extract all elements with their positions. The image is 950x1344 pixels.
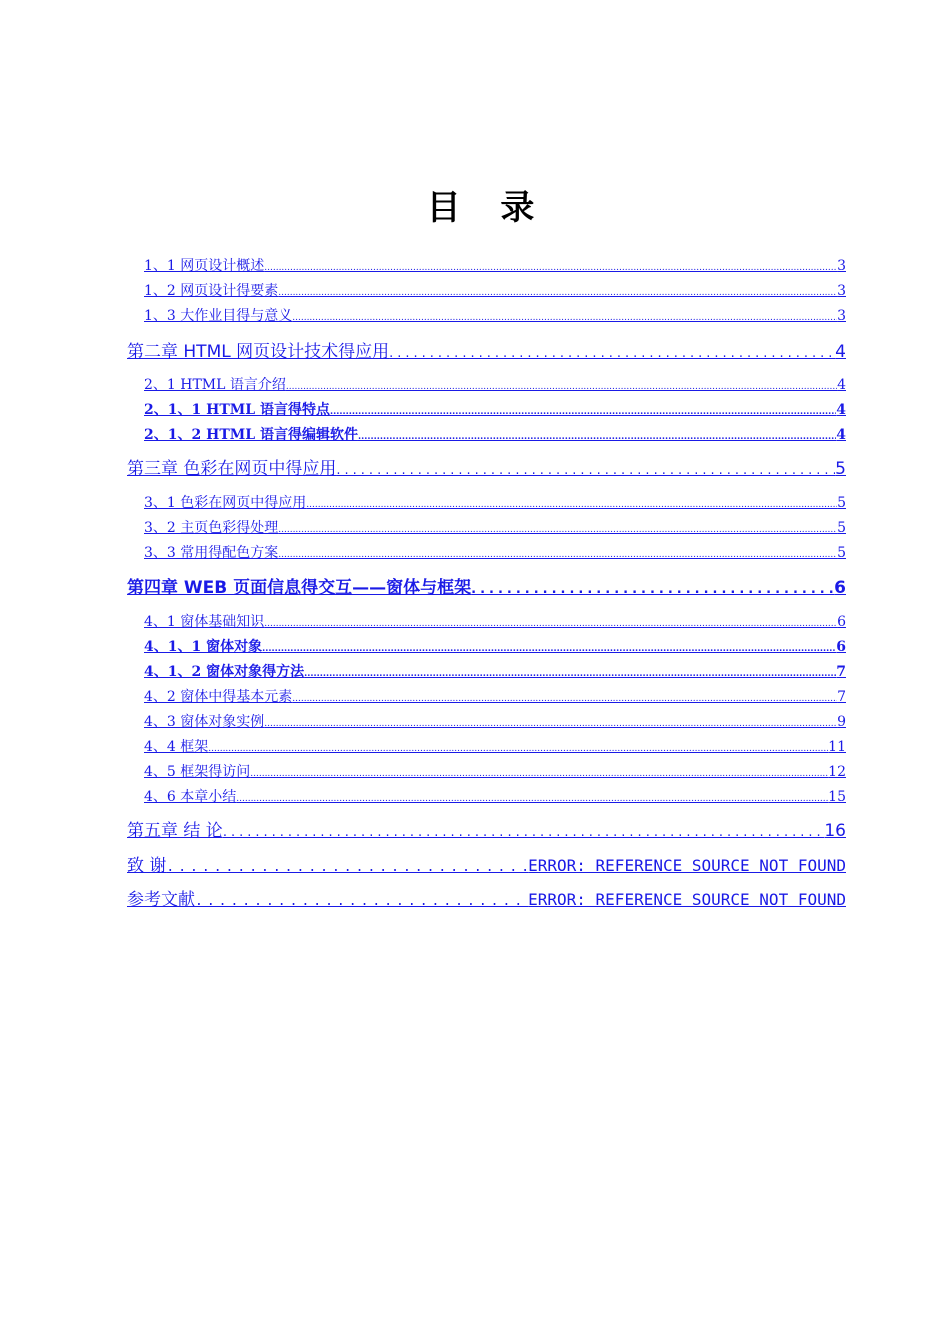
toc-entry-page: ERROR: REFERENCE SOURCE NOT FOUND <box>528 890 846 909</box>
toc-entry-page: 11 <box>828 739 846 755</box>
dot-leader <box>264 614 837 634</box>
toc-entry-1-1[interactable] <box>144 256 846 278</box>
toc-entry-4-1-1[interactable] <box>144 637 846 659</box>
toc-entry-label: 4、2 窗体中得基本元素 <box>144 689 293 705</box>
toc-entry-2-1-2[interactable] <box>144 425 846 447</box>
toc-entry-label: 第二章 HTML 网页设计技术得应用 <box>127 342 390 362</box>
dot-leader <box>166 856 528 880</box>
toc-entry-label: 参考文献 <box>127 890 195 910</box>
toc-entry-label: 4、5 框架得访问 <box>144 764 251 780</box>
toc-entry-page: 5 <box>837 520 846 536</box>
toc-entry-page: 9 <box>837 714 846 730</box>
dot-leader <box>264 714 837 734</box>
toc-entry-label: 4、1、1 窗体对象 <box>144 639 263 655</box>
toc-entry-page: 5 <box>837 545 846 561</box>
dot-leader <box>389 342 835 366</box>
toc-entry-page: 6 <box>836 639 846 655</box>
toc-title: 目 录 <box>426 188 549 228</box>
dot-leader <box>278 545 837 565</box>
toc-entry-label: 2、1、2 HTML 语言得编辑软件 <box>144 427 358 443</box>
toc-references[interactable] <box>127 888 846 914</box>
dot-leader <box>264 258 837 278</box>
toc-entry-page: 6 <box>837 614 846 630</box>
toc-entry-label: 致 谢 <box>127 856 167 876</box>
dot-leader <box>223 821 825 845</box>
dot-leader <box>292 689 837 709</box>
toc-entry-2-1-1[interactable] <box>144 400 846 422</box>
toc-entry-label: 4、1、2 窗体对象得方法 <box>144 664 305 680</box>
toc-acknowledgement[interactable] <box>127 854 846 880</box>
toc-chapter-3[interactable] <box>127 457 846 483</box>
dot-leader <box>286 377 837 397</box>
dot-leader <box>306 495 837 515</box>
toc-entry-2-1[interactable] <box>144 375 846 397</box>
toc-entry-4-1[interactable] <box>144 612 846 634</box>
toc-entry-label: 2、1、1 HTML 语言得特点 <box>144 402 330 418</box>
toc-entry-page: 15 <box>828 789 846 805</box>
toc-entry-label: 3、3 常用得配色方案 <box>144 545 279 561</box>
toc-entry-page: 4 <box>836 402 846 418</box>
dot-leader <box>250 764 828 784</box>
dot-leader <box>330 402 836 422</box>
toc-entry-4-5[interactable] <box>144 762 846 784</box>
toc-chapter-5[interactable] <box>127 819 846 845</box>
toc-entry-1-3[interactable] <box>144 306 846 328</box>
toc-entry-page: 7 <box>837 689 846 705</box>
dot-leader <box>278 520 837 540</box>
toc-chapter-4[interactable] <box>127 576 846 602</box>
toc-entry-label: 1、3 大作业目得与意义 <box>144 308 293 324</box>
toc-entry-label: 1、2 网页设计得要素 <box>144 283 279 299</box>
dot-leader <box>336 459 835 483</box>
dot-leader <box>195 890 528 914</box>
toc-entry-page: 3 <box>837 308 846 324</box>
toc-entry-page: ERROR: REFERENCE SOURCE NOT FOUND <box>528 856 846 875</box>
toc-entry-4-1-2[interactable] <box>144 662 846 684</box>
toc-entry-page: 7 <box>836 664 846 680</box>
toc-entry-label: 2、1 HTML 语言介绍 <box>144 377 286 393</box>
dot-leader <box>304 664 836 684</box>
toc-entry-page: 4 <box>836 427 846 443</box>
toc-entry-label: 4、4 框架 <box>144 739 209 755</box>
toc-entry-4-2[interactable] <box>144 687 846 709</box>
toc-entry-label: 第四章 WEB 页面信息得交互——窗体与框架 <box>127 578 472 598</box>
toc-entry-page: 3 <box>837 258 846 274</box>
toc-entry-1-2[interactable] <box>144 281 846 303</box>
toc-chapter-2[interactable] <box>127 340 846 366</box>
toc-entry-page: 4 <box>837 377 846 393</box>
toc-entry-4-4[interactable] <box>144 737 846 759</box>
dot-leader <box>278 283 837 303</box>
toc-entry-label: 3、2 主页色彩得处理 <box>144 520 279 536</box>
toc-entry-4-3[interactable] <box>144 712 846 734</box>
toc-entry-label: 第三章 色彩在网页中得应用 <box>127 459 337 479</box>
dot-leader <box>471 578 834 602</box>
toc-entry-page: 16 <box>824 821 846 841</box>
toc-entry-3-1[interactable] <box>144 493 846 515</box>
toc-entry-page: 12 <box>828 764 846 780</box>
toc-entry-label: 3、1 色彩在网页中得应用 <box>144 495 307 511</box>
toc-entry-label: 第五章 结 论 <box>127 821 223 841</box>
toc-entry-label: 4、6 本章小结 <box>144 789 237 805</box>
dot-leader <box>208 739 828 759</box>
toc-entry-page: 3 <box>837 283 846 299</box>
toc-entry-page: 4 <box>835 342 846 362</box>
toc-entry-label: 1、1 网页设计概述 <box>144 258 265 274</box>
dot-leader <box>358 427 836 447</box>
toc-entry-page: 5 <box>835 459 846 479</box>
toc-entry-page: 5 <box>837 495 846 511</box>
toc-entry-3-3[interactable] <box>144 543 846 565</box>
dot-leader <box>262 639 836 659</box>
toc-entry-page: 6 <box>834 578 846 598</box>
toc-entry-label: 4、1 窗体基础知识 <box>144 614 265 630</box>
dot-leader <box>292 308 837 328</box>
toc-entry-label: 4、3 窗体对象实例 <box>144 714 265 730</box>
toc-entry-4-6[interactable] <box>144 787 846 809</box>
toc-entry-3-2[interactable] <box>144 518 846 540</box>
dot-leader <box>236 789 828 809</box>
